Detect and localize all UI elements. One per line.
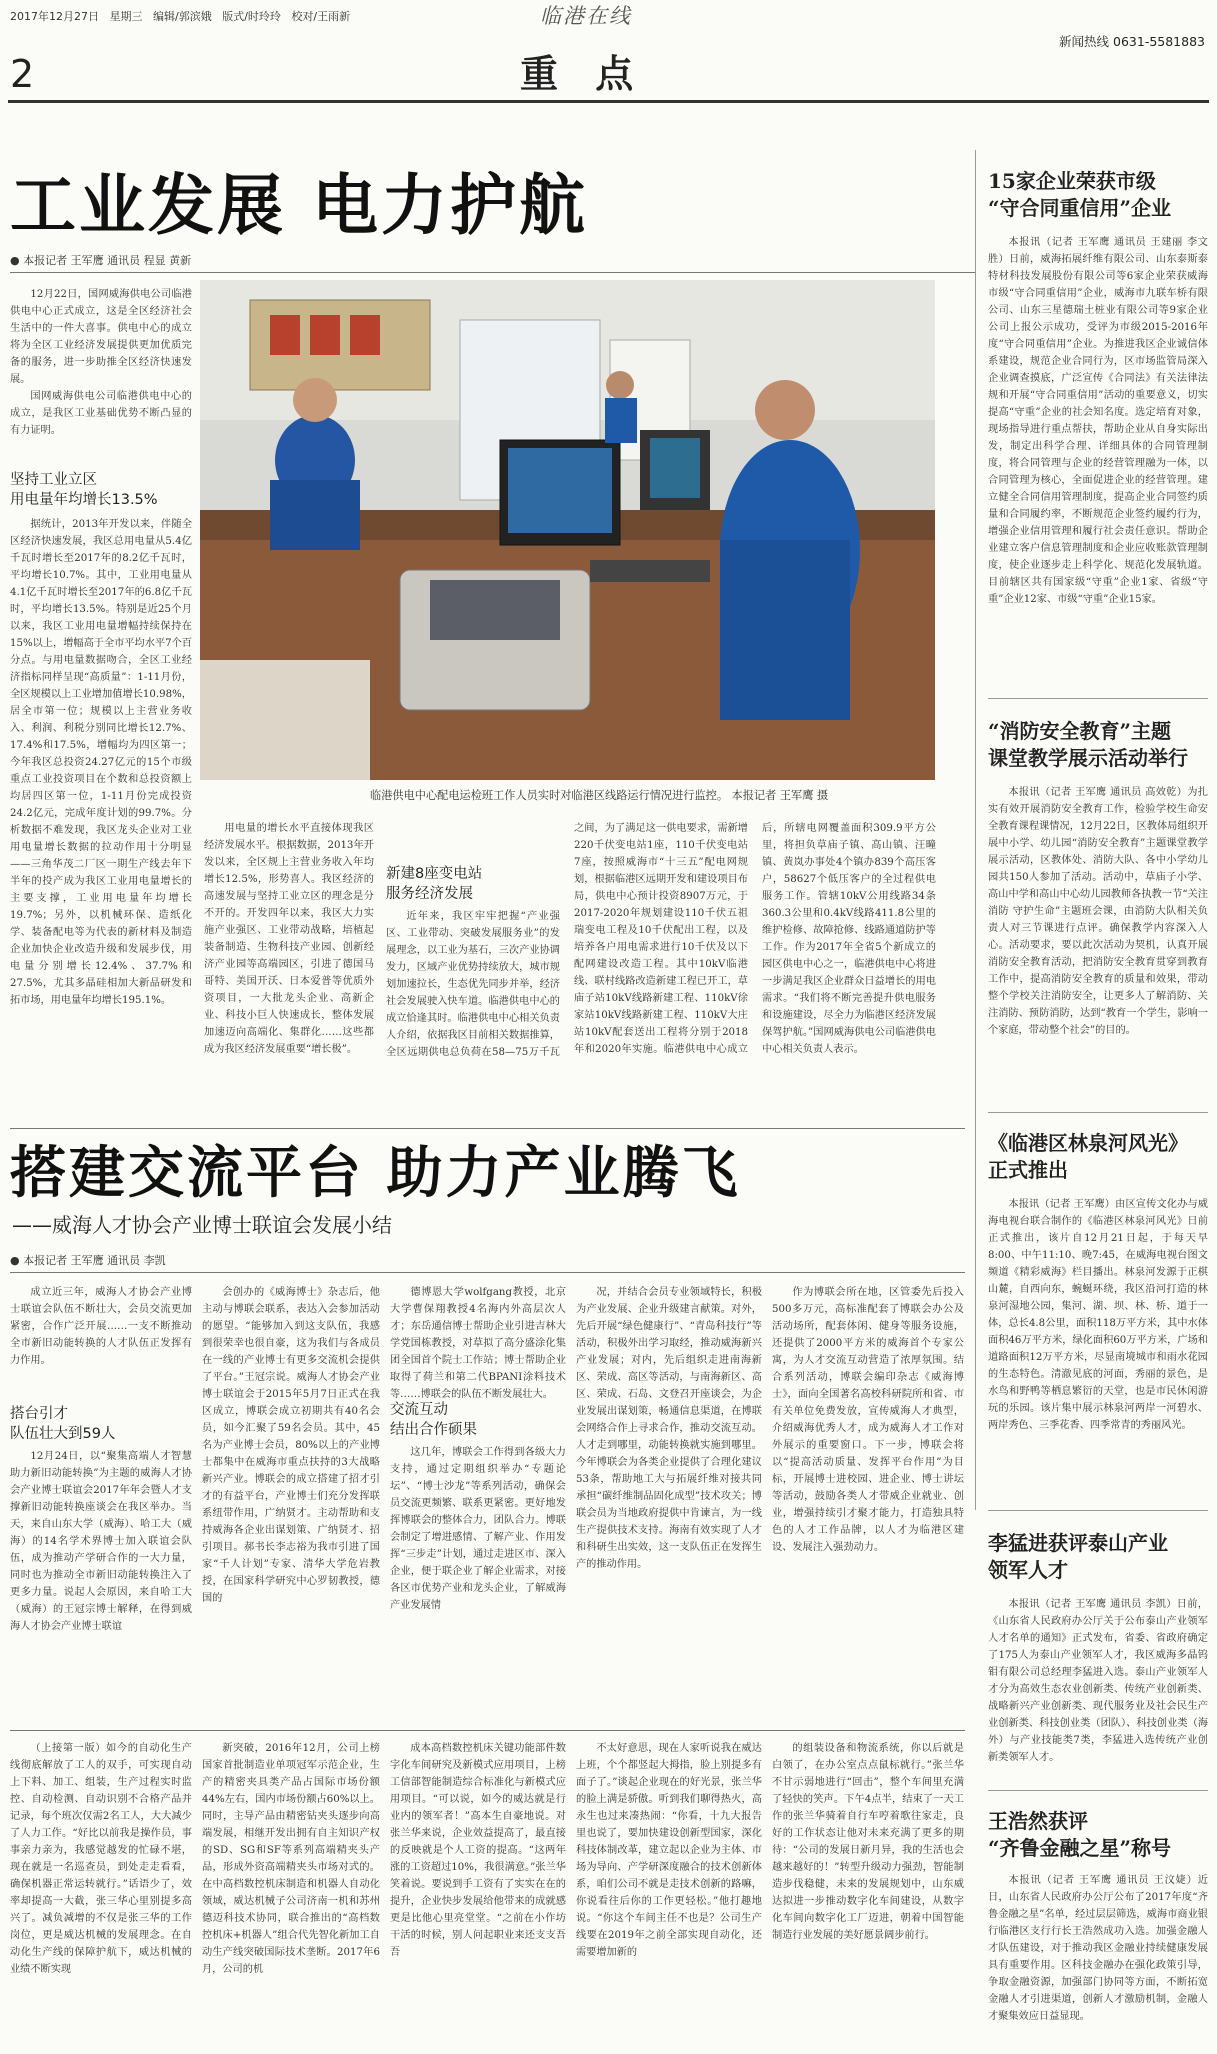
sidebar-divider [975, 150, 976, 1510]
article1-sub2-b: 服务经济发展 [386, 886, 473, 902]
header-design: 版式/时玲玲 [222, 10, 281, 23]
continued-col2 [202, 1740, 380, 2046]
sidebar-5-title-a: 王浩然获评 [988, 1809, 1088, 1833]
article2-sub2-b: 结出合作硕果 [390, 1422, 477, 1438]
continued-col5-text: 的组装设备和物流系统，你以后就是白领了，在办公室点点鼠标就行。”张兰华不甘示弱地进行“回击”，整个车间里充满了轻快的笑声。下午4点半，结束了一天工作的张兰华骑着自行车哼着歌往家走，良好的工作状态让他对未来充满了更多的期待：“公司的发展日新月异，我的生活也会越来越好的！”转型升级动力强劲，智能制造步伐稳健，未来的发展规划中，山东威达拟进一步推动数字化车间建设，从数字化车间向数字化工厂迈进，朝着中国智能制造行业发展的美好愿景阔步前行。 [772, 1743, 964, 1941]
sidebar-4-body [988, 1596, 1208, 1796]
sidebar-1-body [988, 234, 1208, 724]
article2-col5 [772, 1284, 964, 1718]
sidebar-rule-4 [988, 1790, 1208, 1791]
article1-lead2: 国网威海供电公司临港供电中心的成立，是我区工业基础优势不断凸显的有力证明。 [10, 391, 192, 436]
article1-sub1-b: 用电量年均增长13.5% [10, 492, 158, 508]
sidebar-3-title-b: 正式推出 [988, 1158, 1068, 1182]
continued-col4 [576, 1740, 762, 2046]
sidebar-3-title [988, 1130, 1208, 1184]
bullet-icon-2: ● [10, 1254, 20, 1267]
header-date: 2017年12月27日 [10, 10, 99, 23]
continued-col2-text: 新突破，2016年12月，公司上榜国家首批制造业单项冠军示范企业，生产的精密夹具类产品占国际市场份额44%左右，国内市场份额占60%以上。同时，主导产品由精密钻夹头逐步向高端发展，相继开发出拥有自主知识产权的SD、SG和SF等系列高端精夹头产品，形成外资高端精夹头市场对式的。在中高档数控机床制造和机器人自动化领域，威达机械子公司济南一机和苏州德迈科技术协同，联合推出的“高档数控机床+机器人”组合代先智化新加工自动生产线突破国际技术垄断。2017年6月，公司的机 [202, 1743, 380, 1975]
article2-col3b [390, 1444, 566, 1718]
article2-col3b-text: 这几年，博联会工作得到各级大力支持，通过定期组织举办“专题论坛”、“博士沙龙”等系列活动，确保会员交流更频繁、联系更紧密。更好地发挥博联会的整体合力，团队合力。博联会制定了增进感情、了解产业、作用发挥“三步走”计划，通过走进区市、深入企业，便于联企业了解企业需求，对接各区市优势产业和龙头企业，了解威海产业发展情 [390, 1447, 566, 1611]
continued-top-rule [10, 1730, 965, 1731]
sidebar-5-title [988, 1808, 1208, 1862]
sidebar-5-title-b: “齐鲁金融之星”称号 [988, 1836, 1172, 1860]
article1-sub1 [10, 470, 192, 510]
sidebar-rule-3 [988, 1510, 1208, 1511]
sidebar-5-body-text: 本报讯（记者 王军鹰 通讯员 王汶婕）近日，山东省人民政府办公厅公布了2017年度“齐鲁金融之星”名单，经过层层筛选，威海市商业银行临港区支行行长王浩然成功入选。加强金融人才队伍建设，对于推动我区金融业持续健康发展具有重要作用。区科技金融办在强化政策引导，争取金融资源，加强部门协同等方面，不断拓宽金融人才引进渠道，创新人才激励机制，金融人才聚集效应日益显现。 [988, 1875, 1208, 2022]
article2-sub2 [390, 1400, 566, 1440]
sidebar-2-title-a: “消防安全教育”主题 [988, 719, 1172, 743]
article2-byline [10, 1252, 166, 1268]
article2-col3a [390, 1284, 566, 1400]
article2-col4-text: 况，并结合会员专业领域特长，积极为产业发展、企业升级建言献策。对外，先后开展“绿色健康行”、“青岛科技行”等活动，积极外出学习取经，推动威海新兴产业发展；对内，先后组织走进南海新区、荣成、高区等活动，与南海新区、高区、荣成、石岛、文登召开座谈会，为企业发展出谋划策，畅通信息渠道，在博联会网络合作上寻求合作，推动交流互动。人才走到哪里，动能转换就实施到哪里。今年博联会为各类企业提供了合理化建议53条，帮助地工大与拓展纤维对接共同承担“碳纤维制品固化成型”技术攻关；博联会员为当地政府提供中肯谏言，为一线生产提供技术支持。海南有效实现了人才和科研生出实效，这一支队伍正在发挥生产的推动作用。 [576, 1287, 762, 1570]
article2-byline-text: 本报记者 王军鹰 通讯员 李凯 [23, 1254, 166, 1267]
sidebar-rule-1 [988, 698, 1208, 699]
header-weekday: 星期三 [109, 10, 143, 23]
article2-lead: 成立近三年，威海人才协会产业博士联谊会队伍不断壮大，会员交流更加紧密，合作广泛开展……一支不断推动全市新旧动能转换的人才队伍正发挥有力作用。 [10, 1287, 192, 1366]
article2-sub2-a: 交流互动 [390, 1402, 448, 1418]
continued-col1-text: （上接第一版）如今的自动化生产线彻底解放了工人的双手，可实现自动上下料、加工、组装，生产过程实时监控、自动检测、自动识别不合格产品并记录，每个班次仅需2名工人，大大减少了人力工作。“好比以前我是操作员，事事亲力亲为，我感觉越发的忙碌不堪，现在就是一名巡查员，到处走走看看，确保机器正常运转就行。”话语少了，效率却提高一大截，张三华心里别提多高兴了。减负减增的不仅是张三华的工作岗位，更是威达机械的发展理念。在自动化生产线的保障护航下，威达机械的业绩不断实现 [10, 1743, 192, 1975]
header-meta [10, 8, 550, 24]
article2-col5-text: 作为博联会所在地，区管委先后投入500多万元，高标准配套了博联会办公及活动场所，配套体闲、健身等服务设施，还提供了2000平方米的威海首个专家公寓，为人才交流互动营造了浓厚氛围。结合系列活动，博联会编印杂志《威海博士》，面向全国著名高校科研院所和省、市有关单位免费发放，宣传威海人才典型，介绍威海优秀人才，成为威海人才工作对外展示的重要窗口。下一步，博联会将以“提高活动质量、发挥平台作用”为目标，开展博士进校园、进企业、博士讲坛等活动，鼓励各类人才带威企业就业、创业，增强持续引才聚才能力，打造独具特色的人才工作品牌，以人才为临港区建设、发展注入强劲动力。 [772, 1287, 964, 1553]
article1-col3-text: 近年来，我区牢牢把握“产业强区、工业带动、突破发展服务业”的发展理念，以工业为基石，三次产业协调发力，区域产业优势持续放大，城市规划加速拉长，生态优先同步并举，经济社会发展驶入快车道。临港供电中心的成立恰逢其时。临港供电中心相关负责人介绍，依据我区目前相关数据推算，全区远期供电总负荷在58—75万千瓦之间，为了满足这一供电要求，需新增220千伏变电站1座，110千伏变电站7座，按照威海市“十三五”配电网规划，根据临港区远期开发和建设项目布局，供电中心预计投资8907万元，于2017-2020年规划建设110千伏五祖瑞变电工程及10千伏配出工程，以及培养各户用电需求进行10千伏及以下配网建设改造工程。其中10kV临港线、联村线路改造新建工程已开工，草庙子站10kV线路新建工程、110kV徐家站10kV线路新建工程、110kV大庄站10kV配套送出工程将分别于2018年和2020年实施。临港供电中心成立后，所辖电网覆盖面积309.9平方公里，将担负草庙子镇、高山镇、汪疃镇、黄岚办事处4个镇办839个高压客户，58627个低压客户的全过程供电服务工作。管辖10kV公用线路34条360.3公里和0.4kV线路411.8公里的维护检修、故障抢修、线路通道防护等工作。作为2017年全省5个新成立的园区供电中心之一，临港供电中心将进一步满足我区企业群众日益增长的用电需求。“我们将不断完善提升供电服务和设施建设，尽全力为临港区经济发展保驾护航。”国网威海供电公司临港供电中心相关负责人表示。 [386, 823, 936, 1058]
header-rule [8, 100, 1209, 103]
continued-col1 [10, 1740, 192, 2046]
article2-sub1-b: 队伍壮大到59人 [10, 1426, 116, 1442]
section-title: 重 点 [520, 52, 646, 96]
sidebar-story-2 [988, 718, 1208, 1114]
sidebar-4-title [988, 1530, 1208, 1584]
article1-sub2-a: 新建8座变电站 [386, 866, 483, 882]
page-number: 2 [10, 52, 35, 96]
continued-col5 [772, 1740, 964, 2046]
sidebar-2-body-text: 本报讯（记者 王军鹰 通讯员 高效乾）为扎实有效开展消防安全教育工作，检验学校生命安全教育课程课情况，12月22日，区教体局组织开展中小学、幼儿园“消防安全教育”主题课堂教学展示活动，区教体处、消防大队、各中小学幼儿园共150人参加了活动。活动中，草庙子小学、高山中学和高山中心幼儿园教师各执教一节“关注消防 守护生命”主题班会课，由消防大队相关负责人对三节课进行点评。确保教学内容深入人心。活动要求，要以此次活动为契机，认真开展消防安全教育活动，把消防安全教育贯穿到教育工作中，提高消防安全教育的质量和效果，带动整个学校关注消防安全，让更多人了解消防、关注消防、预防消防，达到“教育一个学生，影响一个家庭，带动整个社会”的目的。 [988, 787, 1208, 1036]
sidebar-4-title-b: 领军人才 [988, 1558, 1068, 1582]
control-room-photo [200, 280, 935, 780]
sub2-spacer [386, 820, 560, 908]
article1-col1-text: 据统计，2013年开发以来，伴随全区经济快速发展，我区总用电量从5.4亿千瓦时增长至2017年的8.2亿千瓦时，平均增长10.7%。其中，工业用电量从4.1亿千瓦时增长至2017年的6.8亿千瓦时，平均增长13.5%。特别是近25个月以来，我区工业用电量增幅持续保持在15%以上，增幅高于全市平均水平7个百分点。与用电量数据吻合，全区工业经济指标同样呈现“高质量”：1-11月份，全区规模以上工业增加值增长10.98%，居全市第一位；规模以上主营业务收入、利润、利税分别同比增长12.7%、17.4%和17.5%，增幅均为四区第一；今年我区总投资24.27亿元的15个市级重点工业投资项目在个数和总投资额上均居四区第一位，1-11月份完成投资24.2亿元，完成年度计划的99.7%。分析数据不难发现，我区龙头企业对工业用电量增长数据的拉动作用十分明显——三角华茂二厂区一期生产线去年下半年的投产成为我区工业用电量增长的主要支撑，工业用电量年均增长19.7%；另外，以机械环保、造纸化学、装备配电等为代表的新材料及制造企业加快企业改造升级和发展步伐，用电量分别增长12.4%、37.7%和27.5%，尤其多晶硅相加大新品研发和拓市场，用电量年均增长195.1%。 [10, 519, 192, 1006]
masthead-logo: 临港在线 [540, 4, 632, 28]
sidebar-rule-2 [988, 1112, 1208, 1113]
article2-col3-text: 德博恩大学wolfgang教授，北京大学曹保翔教授4名海内外高层次人才；东岳通信博士帮助企业引进吉林大学党国栋教授，对草拟了高分盛涂化集团全国首个院士工作站；博士帮助企业取得了荷兰和第二代BPANI涂料技术等……博联会的队伍不断发展壮大。 [390, 1287, 566, 1400]
article1-sub1-a: 坚持工业立区 [10, 472, 97, 488]
article2-byline-rule [10, 1272, 965, 1273]
article1-byline-text: 本报记者 王军鹰 通讯员 程显 黄新 [23, 254, 192, 267]
sidebar-1-title [988, 168, 1208, 222]
article1-lead: 12月22日，国网威海供电公司临港供电中心正式成立，这是全区经济社会生活中的一件大喜事。供电中心的成立将为全区工业经济发展提供更加优质完备的服务，进一步助推全区经济快速发展。 [10, 289, 192, 385]
article1-byline [10, 252, 191, 268]
article2-top-rule [10, 1128, 965, 1129]
article2-col4 [576, 1284, 762, 1718]
sidebar-story-1 [988, 168, 1208, 724]
header-proof: 校对/王雨新 [291, 10, 351, 23]
article2-sub1-a: 搭台引才 [10, 1406, 68, 1422]
article1-col3 [386, 820, 936, 1120]
sidebar-4-title-a: 李猛进获评泰山产业 [988, 1531, 1168, 1555]
article1-title: 工业发展 电力护航 [10, 166, 588, 244]
sidebar-5-body [988, 1872, 1208, 2042]
article1-photo [200, 280, 935, 780]
sidebar-3-title-a: 《临港区林泉河风光》 [988, 1131, 1188, 1155]
continued-col4-text: 不太好意思，现在人家听说我在威达上班，个个都竖起大拇指，脸上别提多有面子了。”谈起企业现在的好光景，张兰华的脸上满是骄傲。听到我们聊得热火，高永生也过来凑热闹：“你看，十九大报告里也说了，要加快建设创新型国家，深化科技体制改革，建立起以企业为主体、市场为导向、产学研深度融合的技术创新体系，咱们公司不就是走技术创新的路嘛，你说看往后你的工作更轻松。”他打趣地说。“你这个车间主任不也是？公司生产线要在2019年之前全部实现自动化，还需要增加新的 [576, 1743, 762, 1958]
sidebar-2-title [988, 718, 1208, 772]
article2-col2 [202, 1284, 380, 1718]
continued-col3 [390, 1740, 566, 2046]
header-hotline: 新闻热线 0631-5581883 [1059, 34, 1205, 49]
article2-col1 [10, 1448, 192, 1718]
sidebar-story-3 [988, 1130, 1208, 1516]
bullet-icon: ● [10, 254, 20, 267]
sidebar-4-body-text: 本报讯（记者 王军鹰 通讯员 李凯）日前，《山东省人民政府办公厅关于公布泰山产业领军人才名单的通知》正式发布，省委、省政府确定了175人为泰山产业领军人才，我区威海多晶钨钼有限公司总经理李猛进入选。泰山产业领军人才分为高效生态农业创新类、传统产业创新类、战略新兴产业创新类、现代服务业及社会民生产业创新类、科技创业类（团队）、科技创业类（海外）与产业技能类7类，李猛进入选传统产业创新类领军人才。 [988, 1599, 1208, 1763]
photo-caption: 临港供电中心配电运检班工作人员实时对临港区线路运行情况进行监控。 本报记者 王军鹰 摄 [370, 789, 829, 802]
article2-lead-col [10, 1284, 192, 1394]
continued-col3-text: 成本高档数控机床关键功能部件数字化车间研究及新模式应用项目，上榜工信部智能制造综合标准化与新模式应用项目。“可以说，如今的威达就是行业内的领军者！”高本生自豪地说。对张兰华来说，企业效益提高了，最直接的反映就是个人工资的提高。“这两年涨的工资超过10%，我很满意。”张兰华笑着说。要说到手工资有了实实在在的提升，企业快步发展给他带来的成就感更是比他心里亮堂堂。“之前在小作坊干活的时候，别人问起职业来还支支吾吾 [390, 1743, 566, 1958]
sidebar-1-body-text: 本报讯（记者 王军鹰 通讯员 王建丽 李文胜）日前，威海拓展纤维有限公司、山东泰斯泰特材科技发展股份有限公司等6家企业荣获威海市级“守合同重信用”企业，威海市九联车桥有限公司、山东三星德瑞土桩业有限公司等9家企业公司上报公示成功，受评为市级2015-2016年度“守合同重信用”企业。为推进我区企业诚信体系建设，规范企业合同行为，区市场监管局深入企业调查摸底，广泛宣传《合同法》有关法律法规和开展“守合同重信用”活动的重要意义，切实提高“守重”企业的社会知名度。选定培育对象，现场指导进行重点帮扶，帮助企业从自身实际出发，制定出科学合理、详细具体的合同管理制度，将合同管理与企业的经营管理融为一体，以合同管理为核心，全面促进企业的经营管理。建立健全合同信用管理制度，提高企业合同签约质量和合同履约率，不断规范企业签约履约行为，增强企业信用管理和履行社会责任意识。帮助企业建立客户信息管理制度和企业应收账款管理制度，使企业逐步走上科学化、规范化发展轨道。目前辖区共有国家级“守重”企业1家、省级“守重”企业12家、市级“守重”企业15家。 [988, 237, 1208, 605]
article2-subtitle: ——威海人才协会产业博士联谊会发展小结 [12, 1213, 392, 1237]
sidebar-1-title-a: 15家企业荣获市级 [988, 169, 1156, 193]
sidebar-3-body-text: 本报讯（记者 王军鹰）由区宣传文化办与威海电视台联合制作的《临港区林泉河风光》日前正式推出，该片自12月21日起，于每天早8:00、中午11:10、晚7:45，在威海电视台图文频道《精彩威海》栏目播出。林泉河发源于正棋山麓，自西向东，蜿蜒环绕，我区沿河打造的林泉河湿地公园，集河、湖、坝、林、桥、道于一体，总长4.8公里，面积118万平方米，其中水体面积46万平方米，绿化面积60万平方米，广场和道路面积12万平方米，尽显南境城市和雨水花园的生态特色。清澈见底的河面，秀丽的景色，是水鸟和野鸭等栖息繁衍的天堂，也是市民休闲游玩的乐园。该片集中展示林泉河两岸一河碧水、两岸秀色、三季花香、四季常青的秀丽风光。 [988, 1199, 1208, 1431]
sidebar-story-5 [988, 1808, 1208, 2042]
sidebar-1-title-b: “守合同重信用”企业 [988, 196, 1172, 220]
sidebar-3-body [988, 1196, 1208, 1516]
sidebar-2-title-b: 课堂教学展示活动举行 [988, 746, 1188, 770]
article2-title: 搭建交流平台 助力产业腾飞 [10, 1140, 741, 1206]
article2-col1-text: 12月24日，以“聚集高端人才智慧 助力新旧动能转换”为主题的威海人才协会产业博士联谊会2017年年会暨人才支撑新旧动能转换座谈会在我区举办。当天，来自山东大学（威海）、哈工大（威海）的14名学术界博士加入联谊会队伍，成为推动产学研合作的一大力量，同时也为推动全市新旧动能转换注入了更多力量。说起人会原因，来自哈工大（威海）的王冠宗博士解释，在得到威海人才协会产业博士联谊 [10, 1451, 192, 1632]
article1-top-rule [10, 272, 975, 273]
article1-lead-col [10, 286, 192, 466]
article1-col2-text: 用电量的增长水平直接体现我区经济发展水平。根据数据，2013年开发以来，全区规上主营业务收入年均增长12.5%，形势喜人。我区经济的高速发展与坚持工业立区的理念是分不开的。开发四年以来，我区大力实施产业强区、工业带动战略，培植起装备制造、生物科技产业园、创新经济产业园等高端园区，引进了德国马哥特、美国开沃、日本爱普等优质外资项目，一大批龙头企业、高新企业、科技小巨人快速成长，整体发展加速迈向高端化、集群化……这些都成为我区经济发展重要“增长极”。 [204, 823, 374, 1055]
article2-col2-text: 会创办的《威海博士》杂志后，他主动与博联会联系，表达入会参加活动的愿望。“能够加入到这支队伍，我感到很荣幸也很自豪，这为我们与各成员在一线的产业博士有更多交流机会提供了平台。”王冠宗说。威海人才协会产业博士联谊会于2015年5月7日正式在我区成立，博联会成立初期共有40名会员，如今汇聚了59名会员。其中，45名为产业博士会员，80%以上的产业博士都集中在威海市重点扶持的3大战略新兴产业。博联会的成立搭建了招才引才的有益平台，产业博士们充分发挥联系纽带作用，广纳贤才。主动帮助和支持威海各企业出谋划策、广纳贤才、招引项目。郝书长李志裕为我市引进了国家“千人计划”专家、清华大学危岩教授，在国家科学研究中心罗韧教授，德国的 [202, 1287, 380, 1604]
sidebar-2-body [988, 784, 1208, 1114]
sidebar-story-4 [988, 1530, 1208, 1796]
header-editor: 编辑/郭滨娥 [153, 10, 212, 23]
article1-col2 [204, 820, 374, 1120]
article1-col1 [10, 516, 192, 1116]
article2-sub1 [10, 1404, 192, 1444]
